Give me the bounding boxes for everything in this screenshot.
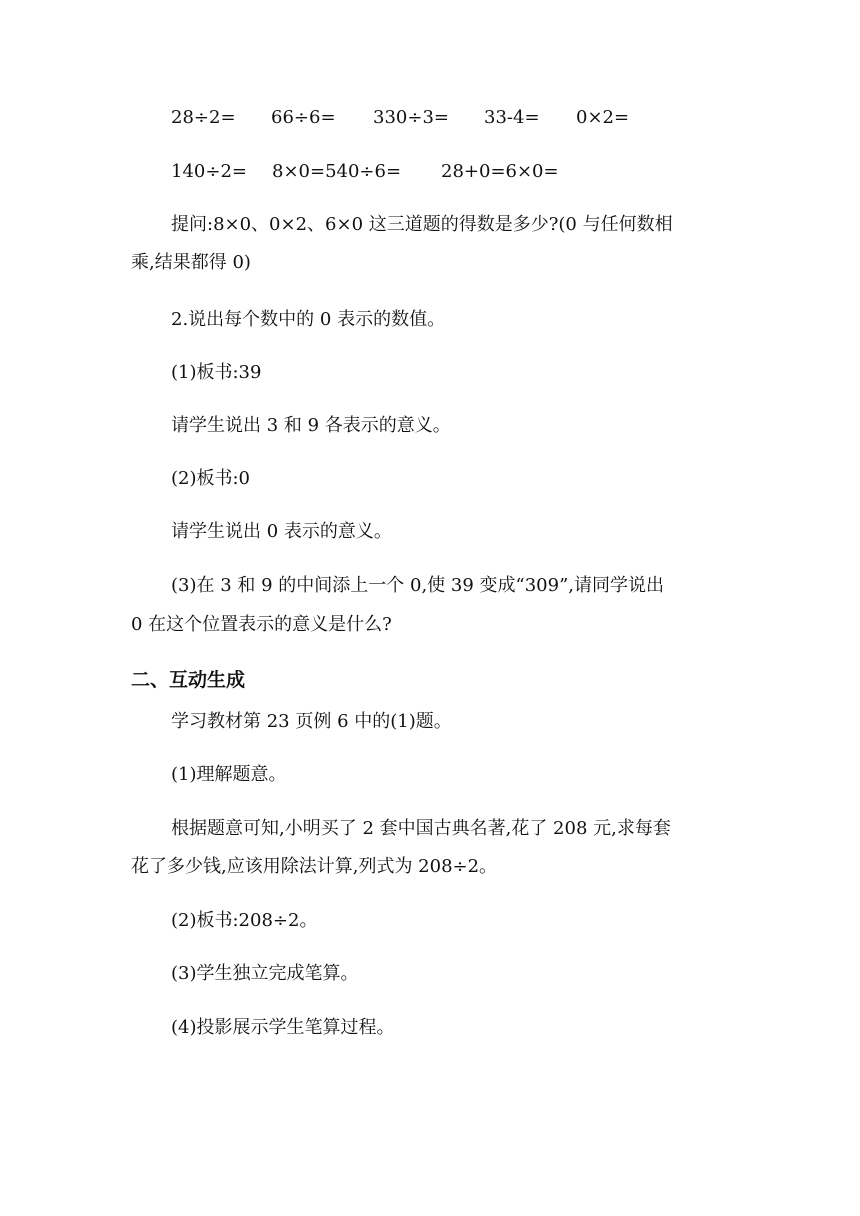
analysis-line-1: 根据题意可知,小明买了 2 套中国古典名著,花了 208 元,求每套 <box>171 818 671 839</box>
exercise-item: 0×2= <box>576 107 630 128</box>
sub3-line-2: 0 在这个位置表示的意义是什么? <box>131 614 392 635</box>
exercise-item: 28÷2= <box>171 107 236 128</box>
sub3-line-1: (3)在 3 和 9 的中间添上一个 0,使 39 变成“309”,请同学说出 <box>171 575 665 596</box>
exercise-item: 8×0=540÷6= <box>272 161 402 182</box>
exercise-item: 140÷2= <box>171 161 247 182</box>
sub1-board: (1)板书:39 <box>171 362 262 383</box>
step-4: (4)投影展示学生笔算过程。 <box>171 1017 395 1038</box>
question-line-2: 乘,结果都得 0) <box>131 252 251 273</box>
step-2: (2)板书:208÷2。 <box>171 910 318 931</box>
exercise-item: 66÷6= <box>271 107 336 128</box>
exercise-item: 28+0=6×0= <box>441 161 559 182</box>
item-2-heading: 2.说出每个数中的 0 表示的数值。 <box>171 309 446 330</box>
step-3: (3)学生独立完成笔算。 <box>171 963 359 984</box>
sub1-ask: 请学生说出 3 和 9 各表示的意义。 <box>171 415 451 436</box>
exercise-item: 330÷3= <box>373 107 449 128</box>
sub2-board: (2)板书:0 <box>171 468 251 489</box>
question-line-1: 提问:8×0、0×2、6×0 这三道题的得数是多少?(0 与任何数相 <box>171 214 673 235</box>
section-2-heading: 二、互动生成 <box>131 669 246 691</box>
sub2-ask: 请学生说出 0 表示的意义。 <box>171 521 392 542</box>
study-text: 学习教材第 23 页例 6 中的(1)题。 <box>171 711 452 732</box>
exercise-item: 33-4= <box>484 107 540 128</box>
analysis-line-2: 花了多少钱,应该用除法计算,列式为 208÷2。 <box>131 856 498 877</box>
step-1: (1)理解题意。 <box>171 764 287 785</box>
